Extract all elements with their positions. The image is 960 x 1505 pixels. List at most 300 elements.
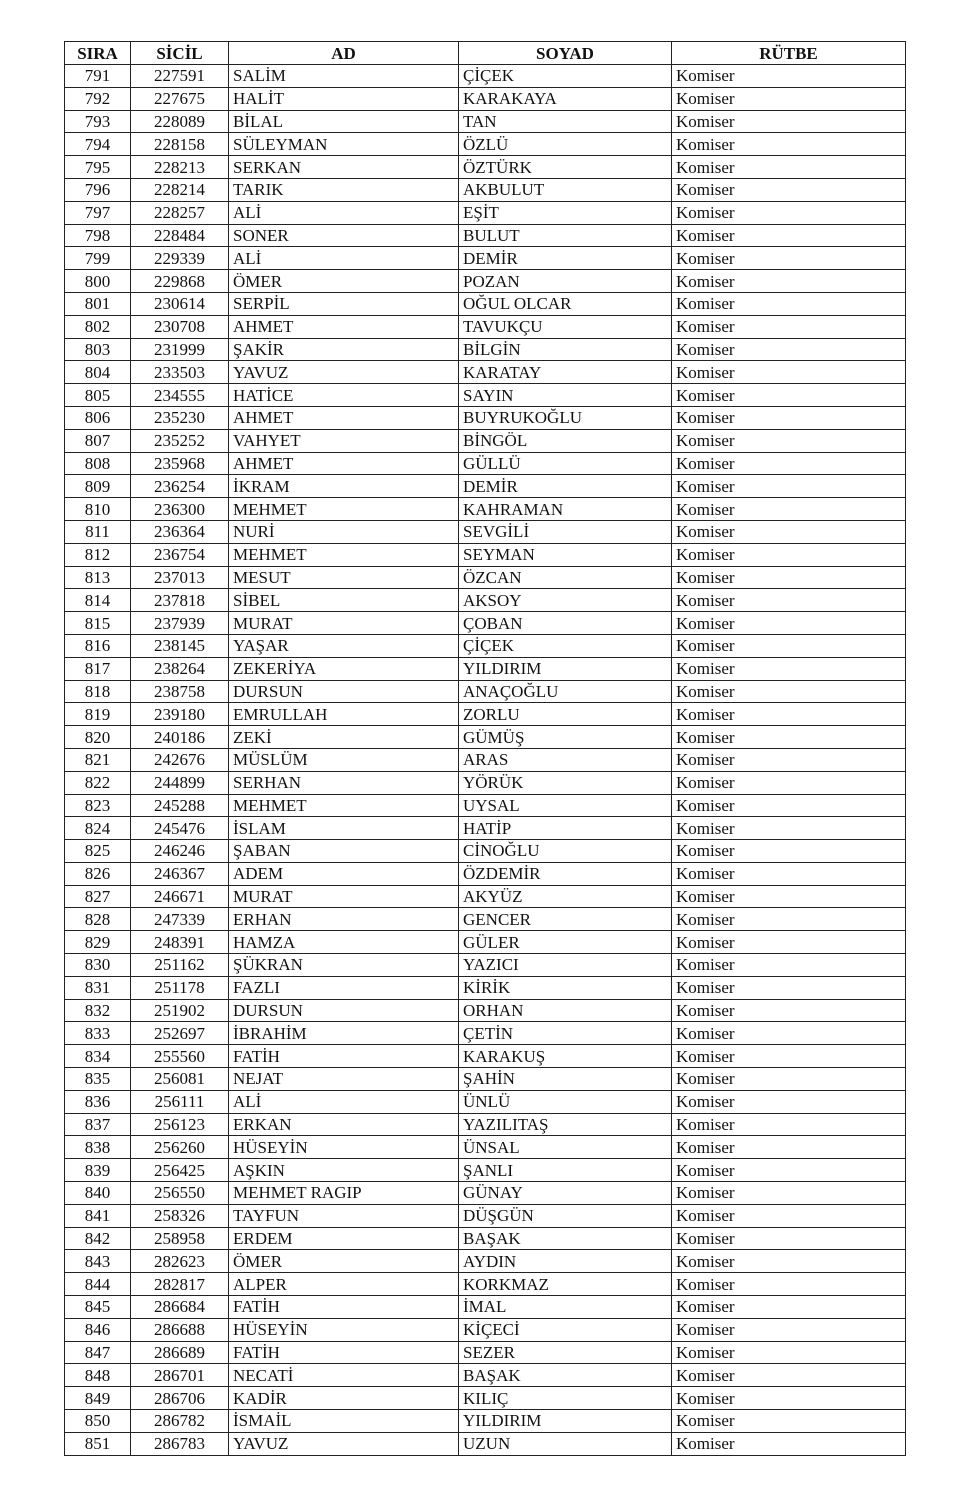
cell-sicil: 282623 xyxy=(131,1250,229,1273)
cell-sicil: 229339 xyxy=(131,247,229,270)
cell-sira: 818 xyxy=(65,680,131,703)
cell-soyad: KARATAY xyxy=(459,361,672,384)
cell-rutbe: Komiser xyxy=(672,292,906,315)
table-row xyxy=(65,566,906,589)
cell-rutbe: Komiser xyxy=(672,771,906,794)
cell-ad: AŞKIN xyxy=(229,1159,459,1182)
table-row xyxy=(65,1204,906,1227)
cell-rutbe: Komiser xyxy=(672,543,906,566)
cell-sira: 807 xyxy=(65,429,131,452)
cell-soyad: ORHAN xyxy=(459,999,672,1022)
header-sira: SIRA xyxy=(65,42,131,65)
cell-rutbe: Komiser xyxy=(672,703,906,726)
cell-sira: 844 xyxy=(65,1273,131,1296)
cell-ad: İSLAM xyxy=(229,817,459,840)
cell-rutbe: Komiser xyxy=(672,680,906,703)
cell-soyad: ÇETİN xyxy=(459,1022,672,1045)
cell-ad: FATİH xyxy=(229,1045,459,1068)
cell-rutbe: Komiser xyxy=(672,384,906,407)
cell-ad: ERDEM xyxy=(229,1227,459,1250)
cell-soyad: BUYRUKOĞLU xyxy=(459,406,672,429)
cell-ad: SÜLEYMAN xyxy=(229,133,459,156)
cell-sira: 803 xyxy=(65,338,131,361)
cell-soyad: EŞİT xyxy=(459,201,672,224)
cell-rutbe: Komiser xyxy=(672,156,906,179)
cell-sicil: 237818 xyxy=(131,589,229,612)
cell-ad: FAZLI xyxy=(229,976,459,999)
cell-soyad: GÜLER xyxy=(459,931,672,954)
cell-sira: 840 xyxy=(65,1182,131,1205)
cell-soyad: ÖZDEMİR xyxy=(459,862,672,885)
cell-sicil: 231999 xyxy=(131,338,229,361)
cell-sicil: 256260 xyxy=(131,1136,229,1159)
cell-soyad: ÇİÇEK xyxy=(459,65,672,88)
cell-soyad: ÖZTÜRK xyxy=(459,156,672,179)
table-row xyxy=(65,862,906,885)
cell-sira: 820 xyxy=(65,726,131,749)
cell-ad: ZEKERİYA xyxy=(229,657,459,680)
cell-soyad: ZORLU xyxy=(459,703,672,726)
cell-sicil: 228484 xyxy=(131,224,229,247)
table-row xyxy=(65,1045,906,1068)
table-row xyxy=(65,817,906,840)
table-row xyxy=(65,1296,906,1319)
cell-sira: 812 xyxy=(65,543,131,566)
cell-ad: İKRAM xyxy=(229,475,459,498)
table-row xyxy=(65,1227,906,1250)
cell-sira: 851 xyxy=(65,1432,131,1455)
table-row xyxy=(65,1410,906,1433)
cell-rutbe: Komiser xyxy=(672,566,906,589)
cell-sira: 791 xyxy=(65,65,131,88)
cell-sicil: 239180 xyxy=(131,703,229,726)
cell-rutbe: Komiser xyxy=(672,908,906,931)
cell-ad: ERKAN xyxy=(229,1113,459,1136)
cell-rutbe: Komiser xyxy=(672,87,906,110)
cell-ad: ALİ xyxy=(229,201,459,224)
table-row xyxy=(65,65,906,88)
cell-sicil: 256550 xyxy=(131,1182,229,1205)
cell-sira: 804 xyxy=(65,361,131,384)
cell-rutbe: Komiser xyxy=(672,452,906,475)
cell-sira: 797 xyxy=(65,201,131,224)
cell-ad: TAYFUN xyxy=(229,1204,459,1227)
cell-soyad: ÜNLÜ xyxy=(459,1090,672,1113)
cell-rutbe: Komiser xyxy=(672,1159,906,1182)
table-row xyxy=(65,612,906,635)
table-row xyxy=(65,999,906,1022)
cell-soyad: AKYÜZ xyxy=(459,885,672,908)
table-body xyxy=(65,65,906,1456)
cell-rutbe: Komiser xyxy=(672,429,906,452)
cell-ad: ALİ xyxy=(229,247,459,270)
cell-rutbe: Komiser xyxy=(672,976,906,999)
cell-soyad: UYSAL xyxy=(459,794,672,817)
table-row xyxy=(65,680,906,703)
cell-soyad: HATİP xyxy=(459,817,672,840)
cell-sicil: 235230 xyxy=(131,406,229,429)
cell-sira: 826 xyxy=(65,862,131,885)
cell-soyad: OĞUL OLCAR xyxy=(459,292,672,315)
cell-sicil: 256425 xyxy=(131,1159,229,1182)
cell-sicil: 251178 xyxy=(131,976,229,999)
cell-ad: HALİT xyxy=(229,87,459,110)
cell-ad: BİLAL xyxy=(229,110,459,133)
table-row xyxy=(65,1318,906,1341)
table-row xyxy=(65,247,906,270)
cell-ad: EMRULLAH xyxy=(229,703,459,726)
cell-sicil: 256081 xyxy=(131,1068,229,1091)
table-row xyxy=(65,1341,906,1364)
cell-sira: 847 xyxy=(65,1341,131,1364)
cell-rutbe: Komiser xyxy=(672,1364,906,1387)
cell-sicil: 246671 xyxy=(131,885,229,908)
cell-ad: SALİM xyxy=(229,65,459,88)
cell-rutbe: Komiser xyxy=(672,224,906,247)
cell-sicil: 237939 xyxy=(131,612,229,635)
table-row xyxy=(65,771,906,794)
table-row xyxy=(65,908,906,931)
cell-sicil: 247339 xyxy=(131,908,229,931)
cell-ad: SONER xyxy=(229,224,459,247)
table-row xyxy=(65,1387,906,1410)
table-row xyxy=(65,452,906,475)
table-row xyxy=(65,361,906,384)
cell-soyad: YAZICI xyxy=(459,954,672,977)
cell-sira: 815 xyxy=(65,612,131,635)
cell-ad: DURSUN xyxy=(229,680,459,703)
cell-sira: 834 xyxy=(65,1045,131,1068)
cell-ad: HAMZA xyxy=(229,931,459,954)
cell-sicil: 246246 xyxy=(131,840,229,863)
cell-soyad: AKSOY xyxy=(459,589,672,612)
cell-rutbe: Komiser xyxy=(672,406,906,429)
cell-rutbe: Komiser xyxy=(672,520,906,543)
cell-sicil: 230614 xyxy=(131,292,229,315)
cell-sira: 814 xyxy=(65,589,131,612)
cell-sicil: 238758 xyxy=(131,680,229,703)
cell-sicil: 237013 xyxy=(131,566,229,589)
cell-rutbe: Komiser xyxy=(672,794,906,817)
cell-sira: 824 xyxy=(65,817,131,840)
cell-ad: ALPER xyxy=(229,1273,459,1296)
cell-ad: FATİH xyxy=(229,1296,459,1319)
cell-sira: 811 xyxy=(65,520,131,543)
cell-soyad: GENCER xyxy=(459,908,672,931)
cell-soyad: CİNOĞLU xyxy=(459,840,672,863)
cell-sira: 792 xyxy=(65,87,131,110)
table-row xyxy=(65,110,906,133)
table-row xyxy=(65,338,906,361)
cell-sira: 805 xyxy=(65,384,131,407)
cell-sira: 837 xyxy=(65,1113,131,1136)
cell-ad: ŞÜKRAN xyxy=(229,954,459,977)
cell-rutbe: Komiser xyxy=(672,817,906,840)
cell-sicil: 236254 xyxy=(131,475,229,498)
cell-rutbe: Komiser xyxy=(672,1068,906,1091)
cell-ad: YAVUZ xyxy=(229,1432,459,1455)
table-row xyxy=(65,885,906,908)
cell-ad: ÖMER xyxy=(229,1250,459,1273)
cell-ad: AHMET xyxy=(229,406,459,429)
cell-rutbe: Komiser xyxy=(672,1227,906,1250)
cell-ad: MEHMET xyxy=(229,543,459,566)
cell-sira: 800 xyxy=(65,270,131,293)
cell-rutbe: Komiser xyxy=(672,1022,906,1045)
cell-sicil: 286782 xyxy=(131,1410,229,1433)
cell-rutbe: Komiser xyxy=(672,726,906,749)
cell-ad: VAHYET xyxy=(229,429,459,452)
cell-sicil: 286689 xyxy=(131,1341,229,1364)
table-row xyxy=(65,315,906,338)
cell-soyad: İMAL xyxy=(459,1296,672,1319)
cell-soyad: ŞANLI xyxy=(459,1159,672,1182)
cell-rutbe: Komiser xyxy=(672,1273,906,1296)
cell-rutbe: Komiser xyxy=(672,315,906,338)
cell-ad: SİBEL xyxy=(229,589,459,612)
cell-sicil: 258958 xyxy=(131,1227,229,1250)
cell-sira: 793 xyxy=(65,110,131,133)
table-row xyxy=(65,931,906,954)
cell-rutbe: Komiser xyxy=(672,201,906,224)
cell-sicil: 228158 xyxy=(131,133,229,156)
table-row xyxy=(65,840,906,863)
cell-sicil: 236754 xyxy=(131,543,229,566)
cell-ad: MURAT xyxy=(229,885,459,908)
cell-sira: 796 xyxy=(65,178,131,201)
cell-sira: 801 xyxy=(65,292,131,315)
cell-ad: ERHAN xyxy=(229,908,459,931)
cell-sicil: 240186 xyxy=(131,726,229,749)
cell-sira: 831 xyxy=(65,976,131,999)
cell-soyad: KİRİK xyxy=(459,976,672,999)
table-row xyxy=(65,726,906,749)
table-row xyxy=(65,292,906,315)
cell-rutbe: Komiser xyxy=(672,1341,906,1364)
cell-soyad: BULUT xyxy=(459,224,672,247)
cell-sicil: 286684 xyxy=(131,1296,229,1319)
cell-ad: TARIK xyxy=(229,178,459,201)
table-row xyxy=(65,87,906,110)
cell-ad: AHMET xyxy=(229,315,459,338)
table-row xyxy=(65,589,906,612)
table-row xyxy=(65,156,906,179)
table-row xyxy=(65,224,906,247)
cell-rutbe: Komiser xyxy=(672,270,906,293)
cell-soyad: YILDIRIM xyxy=(459,657,672,680)
cell-soyad: YAZILITAŞ xyxy=(459,1113,672,1136)
cell-soyad: BAŞAK xyxy=(459,1364,672,1387)
cell-sira: 809 xyxy=(65,475,131,498)
cell-ad: ÖMER xyxy=(229,270,459,293)
cell-soyad: KARAKUŞ xyxy=(459,1045,672,1068)
cell-ad: HÜSEYİN xyxy=(229,1136,459,1159)
table-row xyxy=(65,201,906,224)
cell-soyad: GÜNAY xyxy=(459,1182,672,1205)
table-row xyxy=(65,1090,906,1113)
table-row xyxy=(65,1113,906,1136)
cell-rutbe: Komiser xyxy=(672,65,906,88)
cell-sira: 802 xyxy=(65,315,131,338)
cell-sira: 795 xyxy=(65,156,131,179)
table-row xyxy=(65,429,906,452)
cell-sira: 841 xyxy=(65,1204,131,1227)
table-row xyxy=(65,270,906,293)
cell-sira: 830 xyxy=(65,954,131,977)
cell-soyad: KILIÇ xyxy=(459,1387,672,1410)
table-row xyxy=(65,1022,906,1045)
cell-soyad: ANAÇOĞLU xyxy=(459,680,672,703)
cell-sira: 850 xyxy=(65,1410,131,1433)
cell-ad: HATİCE xyxy=(229,384,459,407)
cell-rutbe: Komiser xyxy=(672,1250,906,1273)
cell-sicil: 244899 xyxy=(131,771,229,794)
cell-sicil: 238145 xyxy=(131,634,229,657)
table-row xyxy=(65,748,906,771)
cell-rutbe: Komiser xyxy=(672,1432,906,1455)
cell-ad: AHMET xyxy=(229,452,459,475)
cell-rutbe: Komiser xyxy=(672,999,906,1022)
cell-rutbe: Komiser xyxy=(672,1410,906,1433)
cell-rutbe: Komiser xyxy=(672,589,906,612)
cell-sicil: 245288 xyxy=(131,794,229,817)
cell-soyad: DEMİR xyxy=(459,475,672,498)
table-row xyxy=(65,703,906,726)
cell-sira: 829 xyxy=(65,931,131,954)
cell-soyad: AYDIN xyxy=(459,1250,672,1273)
cell-ad: YAVUZ xyxy=(229,361,459,384)
cell-ad: SERKAN xyxy=(229,156,459,179)
cell-soyad: ÇOBAN xyxy=(459,612,672,635)
cell-ad: NECATİ xyxy=(229,1364,459,1387)
header-rutbe: RÜTBE xyxy=(672,42,906,65)
cell-rutbe: Komiser xyxy=(672,612,906,635)
cell-sicil: 286701 xyxy=(131,1364,229,1387)
cell-sicil: 235968 xyxy=(131,452,229,475)
cell-sira: 816 xyxy=(65,634,131,657)
table-row xyxy=(65,178,906,201)
cell-ad: FATİH xyxy=(229,1341,459,1364)
table-row xyxy=(65,1182,906,1205)
cell-ad: SERHAN xyxy=(229,771,459,794)
cell-sira: 848 xyxy=(65,1364,131,1387)
cell-ad: ŞABAN xyxy=(229,840,459,863)
cell-rutbe: Komiser xyxy=(672,1182,906,1205)
cell-soyad: BAŞAK xyxy=(459,1227,672,1250)
table-row xyxy=(65,1273,906,1296)
cell-sicil: 286783 xyxy=(131,1432,229,1455)
cell-rutbe: Komiser xyxy=(672,1113,906,1136)
header-ad: AD xyxy=(229,42,459,65)
table-row xyxy=(65,954,906,977)
cell-rutbe: Komiser xyxy=(672,885,906,908)
cell-sira: 813 xyxy=(65,566,131,589)
cell-soyad: DÜŞGÜN xyxy=(459,1204,672,1227)
cell-soyad: ÇİÇEK xyxy=(459,634,672,657)
table-row xyxy=(65,634,906,657)
cell-sicil: 236300 xyxy=(131,498,229,521)
cell-sicil: 228257 xyxy=(131,201,229,224)
cell-sicil: 252697 xyxy=(131,1022,229,1045)
cell-sicil: 258326 xyxy=(131,1204,229,1227)
cell-rutbe: Komiser xyxy=(672,247,906,270)
cell-sicil: 234555 xyxy=(131,384,229,407)
cell-ad: KADİR xyxy=(229,1387,459,1410)
cell-soyad: SEVGİLİ xyxy=(459,520,672,543)
cell-ad: YAŞAR xyxy=(229,634,459,657)
cell-sira: 842 xyxy=(65,1227,131,1250)
cell-rutbe: Komiser xyxy=(672,1296,906,1319)
cell-soyad: BİNGÖL xyxy=(459,429,672,452)
cell-soyad: GÜLLÜ xyxy=(459,452,672,475)
cell-rutbe: Komiser xyxy=(672,475,906,498)
table-row xyxy=(65,794,906,817)
cell-sira: 810 xyxy=(65,498,131,521)
cell-rutbe: Komiser xyxy=(672,748,906,771)
cell-soyad: TAN xyxy=(459,110,672,133)
cell-sicil: 242676 xyxy=(131,748,229,771)
table-row xyxy=(65,406,906,429)
cell-sicil: 256111 xyxy=(131,1090,229,1113)
cell-sicil: 229868 xyxy=(131,270,229,293)
table-row xyxy=(65,498,906,521)
cell-sira: 846 xyxy=(65,1318,131,1341)
table-row xyxy=(65,133,906,156)
cell-ad: DURSUN xyxy=(229,999,459,1022)
cell-rutbe: Komiser xyxy=(672,1204,906,1227)
table-row xyxy=(65,1364,906,1387)
cell-sicil: 256123 xyxy=(131,1113,229,1136)
table-row xyxy=(65,657,906,680)
cell-sira: 822 xyxy=(65,771,131,794)
cell-soyad: ÖZCAN xyxy=(459,566,672,589)
cell-rutbe: Komiser xyxy=(672,361,906,384)
cell-ad: ŞAKİR xyxy=(229,338,459,361)
table-row xyxy=(65,976,906,999)
cell-ad: MÜSLÜM xyxy=(229,748,459,771)
cell-sicil: 228213 xyxy=(131,156,229,179)
cell-ad: MEHMET RAGIP xyxy=(229,1182,459,1205)
cell-sicil: 228089 xyxy=(131,110,229,133)
cell-soyad: TAVUKÇU xyxy=(459,315,672,338)
cell-sira: 806 xyxy=(65,406,131,429)
cell-sira: 828 xyxy=(65,908,131,931)
cell-rutbe: Komiser xyxy=(672,1045,906,1068)
cell-rutbe: Komiser xyxy=(672,178,906,201)
cell-sira: 821 xyxy=(65,748,131,771)
cell-rutbe: Komiser xyxy=(672,110,906,133)
cell-soyad: ARAS xyxy=(459,748,672,771)
cell-soyad: SEYMAN xyxy=(459,543,672,566)
header-sicil: SİCİL xyxy=(131,42,229,65)
cell-soyad: KORKMAZ xyxy=(459,1273,672,1296)
cell-soyad: UZUN xyxy=(459,1432,672,1455)
cell-sira: 825 xyxy=(65,840,131,863)
table-row xyxy=(65,1068,906,1091)
cell-rutbe: Komiser xyxy=(672,657,906,680)
cell-sicil: 255560 xyxy=(131,1045,229,1068)
cell-sira: 838 xyxy=(65,1136,131,1159)
cell-sicil: 228214 xyxy=(131,178,229,201)
cell-sira: 794 xyxy=(65,133,131,156)
cell-sicil: 251902 xyxy=(131,999,229,1022)
cell-sira: 799 xyxy=(65,247,131,270)
cell-soyad: KARAKAYA xyxy=(459,87,672,110)
cell-sira: 808 xyxy=(65,452,131,475)
cell-sira: 827 xyxy=(65,885,131,908)
cell-soyad: YÖRÜK xyxy=(459,771,672,794)
cell-soyad: ÜNSAL xyxy=(459,1136,672,1159)
